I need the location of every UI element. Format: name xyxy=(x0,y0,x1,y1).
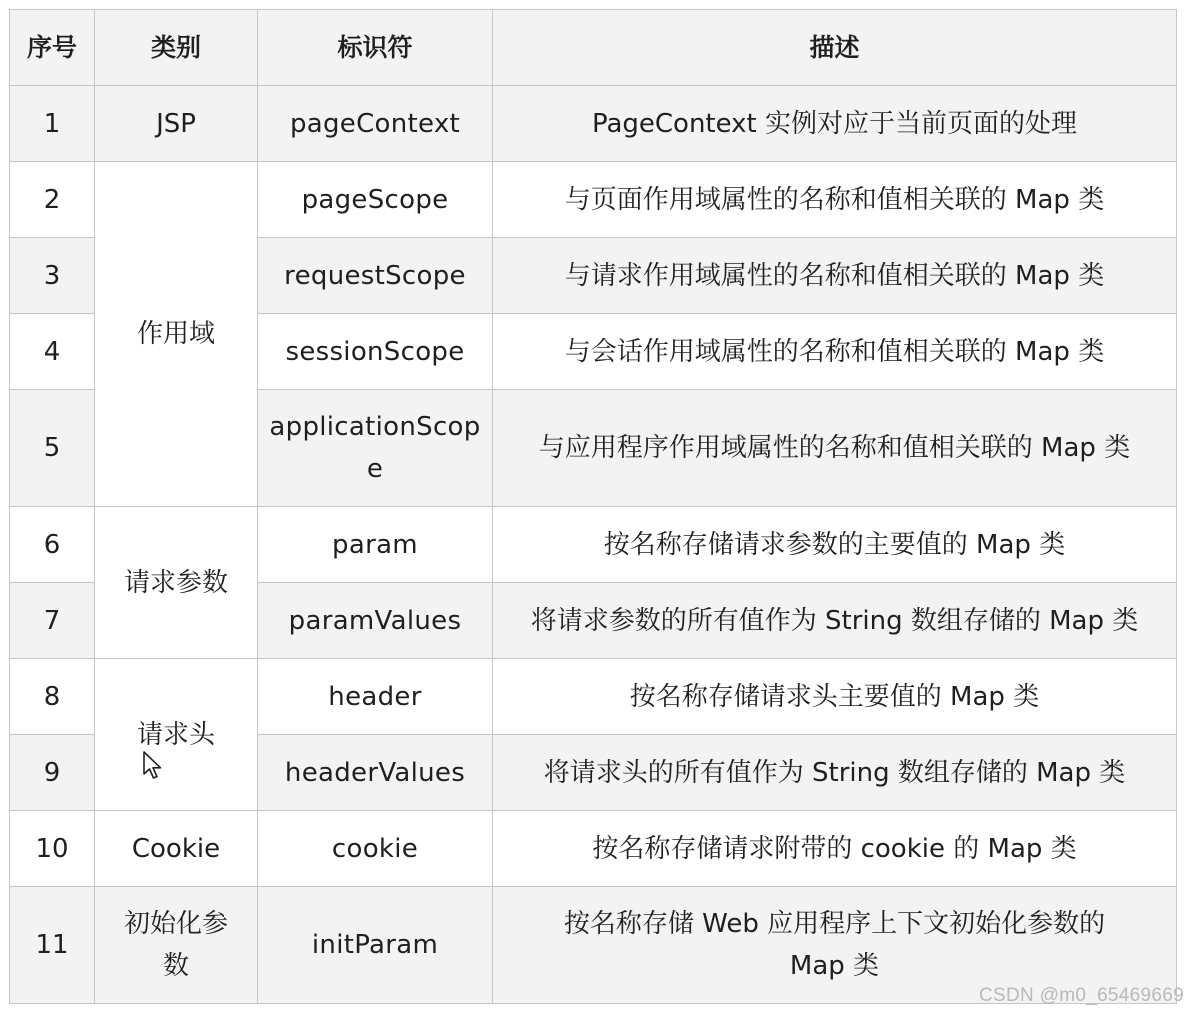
row-category-cell xyxy=(95,887,258,1004)
table-row xyxy=(10,86,1177,162)
row-category: JSP xyxy=(95,86,258,162)
row-identifier: headerValues xyxy=(258,735,493,811)
row-identifier: header xyxy=(258,659,493,735)
row-description: 与应用程序作用域属性的名称和值相关联的 Map 类 xyxy=(493,390,1177,507)
header-number: 序号 xyxy=(10,10,95,86)
row-description: 与请求作用域属性的名称和值相关联的 Map 类 xyxy=(493,238,1177,314)
row-identifier: param xyxy=(258,507,493,583)
row-number: 6 xyxy=(10,507,95,583)
row-identifier: paramValues xyxy=(258,583,493,659)
table-row xyxy=(10,811,1177,887)
row-description: 按名称存储请求附带的 cookie 的 Map 类 xyxy=(493,811,1177,887)
header-description: 描述 xyxy=(493,10,1177,86)
el-implicit-objects-table-wrapper xyxy=(9,9,1177,1004)
row-description: 与会话作用域属性的名称和值相关联的 Map 类 xyxy=(493,314,1177,390)
el-implicit-objects-table xyxy=(9,9,1177,1004)
watermark-text: CSDN @m0_65469669 xyxy=(979,985,1184,1006)
row-number: 11 xyxy=(10,887,95,1004)
row-category: 请求头 xyxy=(95,659,258,811)
row-number: 8 xyxy=(10,659,95,735)
row-description: 将请求头的所有值作为 String 数组存储的 Map 类 xyxy=(493,735,1177,811)
table-row xyxy=(10,659,1177,735)
row-number: 2 xyxy=(10,162,95,238)
row-identifier: initParam xyxy=(258,887,493,1004)
row-number: 1 xyxy=(10,86,95,162)
row-description: 按名称存储 Web 应用程序上下文初始化参数的 Map 类 xyxy=(563,909,1106,981)
row-identifier: requestScope xyxy=(258,238,493,314)
row-category: Cookie xyxy=(95,811,258,887)
row-number: 10 xyxy=(10,811,95,887)
header-identifier: 标识符 xyxy=(258,10,493,86)
row-category: 作用域 xyxy=(95,162,258,507)
row-number: 4 xyxy=(10,314,95,390)
row-number: 7 xyxy=(10,583,95,659)
row-description: 按名称存储请求头主要值的 Map 类 xyxy=(493,659,1177,735)
header-category: 类别 xyxy=(95,10,258,86)
row-identifier: cookie xyxy=(258,811,493,887)
table-header-row xyxy=(10,10,1177,86)
row-identifier: pageScope xyxy=(258,162,493,238)
row-description: 按名称存储请求参数的主要值的 Map 类 xyxy=(493,507,1177,583)
mouse-pointer-icon xyxy=(142,751,164,781)
table-row xyxy=(10,162,1177,238)
row-identifier: pageContext xyxy=(258,86,493,162)
row-description: PageContext 实例对应于当前页面的处理 xyxy=(493,86,1177,162)
row-identifier: applicationScope xyxy=(258,390,493,507)
row-number: 3 xyxy=(10,238,95,314)
row-number: 5 xyxy=(10,390,95,507)
row-category: 初始化参数 xyxy=(123,909,228,981)
row-description: 与页面作用域属性的名称和值相关联的 Map 类 xyxy=(493,162,1177,238)
table-row xyxy=(10,507,1177,583)
row-description: 将请求参数的所有值作为 String 数组存储的 Map 类 xyxy=(493,583,1177,659)
row-identifier: sessionScope xyxy=(258,314,493,390)
row-number: 9 xyxy=(10,735,95,811)
row-category: 请求参数 xyxy=(95,507,258,659)
